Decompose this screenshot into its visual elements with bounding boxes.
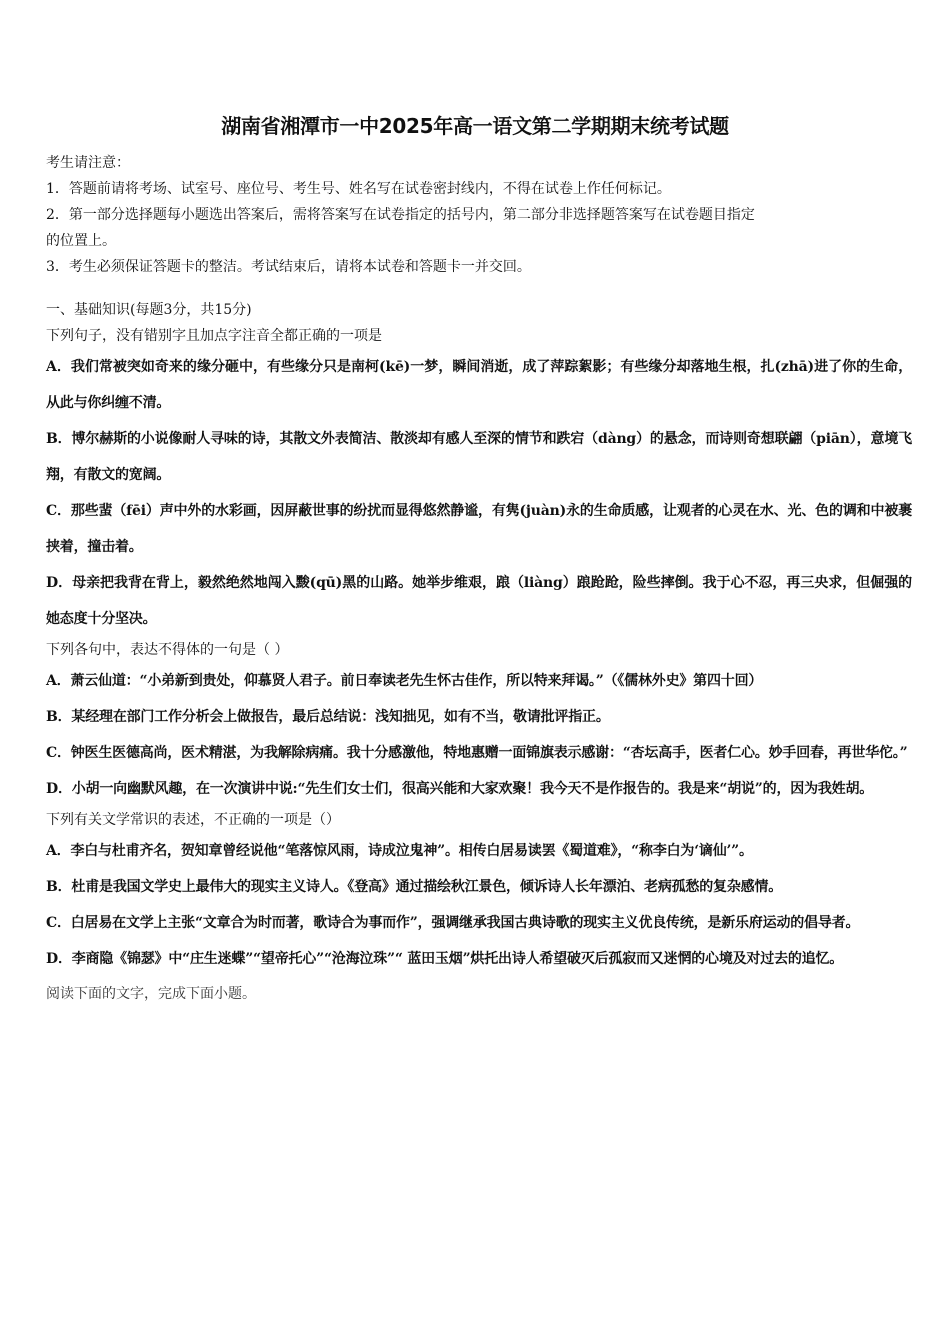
question-1-option-d: D．母亲把我背在背上，毅然绝然地闯入黢(qū)黑的山路。她举步维艰，踉（liàng）踉跄跄，险些摔倒。我于心不忍，再三央求，但倔强的她态度十分坚决。 bbox=[46, 575, 912, 627]
notice-block bbox=[46, 150, 916, 280]
question-3-option-d: D．李商隐《锦瑟》中“庄生迷蝶”“望帝托心”“沧海泣珠”“ 蓝田玉烟”烘托出诗人希望破灭后孤寂而又迷惘的心境及对过去的追忆。 bbox=[46, 951, 844, 967]
notice-item: 1．答题前请将考场、试室号、座位号、考生号、姓名写在试卷密封线内，不得在试卷上作任何标记。 bbox=[46, 181, 671, 197]
question-2-option-d: D．小胡一向幽默风趣，在一次演讲中说:“先生们女士们，很高兴能和大家欢聚！我今天不是作报告的。我是来“胡说”的，因为我姓胡。 bbox=[46, 781, 874, 797]
notice-item: 的位置上。 bbox=[46, 233, 116, 249]
question-1-option-c: C．那些蜚（fēi）声中外的水彩画，因屏蔽世事的纷扰而显得悠然静谧，有隽(juàn)永的生命质感，让观者的心灵在水、光、色的调和中被裹挟着，撞击着。 bbox=[46, 503, 912, 555]
question-3-option-a: A．李白与杜甫齐名，贺知章曾经说他“笔落惊风雨，诗成泣鬼神”。相传白居易读罢《蜀道难》，“称李白为‘谪仙’”。 bbox=[46, 843, 753, 859]
question-2-stem: 下列各句中，表达不得体的一句是（ ） bbox=[46, 642, 289, 658]
question-1-option-b: B．博尔赫斯的小说像耐人寻味的诗，其散文外表简洁、散淡却有感人至深的情节和跌宕（dàng）的悬念，而诗则奇想联翩（piān），意境飞翔，有散文的宽阔。 bbox=[46, 431, 912, 483]
section-heading: 一、基础知识(每题3分，共15分) bbox=[46, 302, 252, 318]
question-1-stem: 下列句子，没有错别字且加点字注音全都正确的一项是 bbox=[46, 328, 382, 344]
question-3-option-c: C．白居易在文学上主张“文章合为时而著，歌诗合为事而作”，强调继承我国古典诗歌的现实主义优良传统，是新乐府运动的倡导者。 bbox=[46, 915, 860, 931]
question-2-option-a: A．萧云仙道：“小弟新到贵处，仰慕贤人君子。前日奉读老先生怀古佳作，所以特来拜谒。”（《儒林外史》第四十回） bbox=[46, 673, 763, 689]
question-content bbox=[46, 297, 912, 1007]
question-3-option-b: B．杜甫是我国文学史上最伟大的现实主义诗人。《登高》通过描绘秋江景色，倾诉诗人长年漂泊、老病孤愁的复杂感情。 bbox=[46, 879, 783, 895]
page-title: 湖南省湘潭市一中2025年高一语文第二学期期末统考试题 bbox=[221, 114, 729, 138]
question-2-option-b: B．某经理在部门工作分析会上做报告，最后总结说：浅知拙见，如有不当，敬请批评指正。 bbox=[46, 709, 610, 725]
notice-item: 2．第一部分选择题每小题选出答案后，需将答案写在试卷指定的括号内，第二部分非选择题答案写在试卷题目指定 bbox=[46, 207, 755, 223]
notice-item: 3．考生必须保证答题卡的整洁。考试结束后，请将本试卷和答题卡一并交回。 bbox=[46, 259, 531, 275]
question-3-stem: 下列有关文学常识的表述，不正确的一项是（） bbox=[46, 812, 340, 828]
notice-heading: 考生请注意： bbox=[46, 155, 130, 171]
question-1-option-a: A．我们常被突如奇来的缘分砸中，有些缘分只是南柯(kē)一梦，瞬间消逝，成了萍踪絮影；有些缘分却落地生根，扎(zhā)进了你的生命，从此与你纠缠不清。 bbox=[46, 359, 912, 411]
question-2-option-c: C．钟医生医德高尚，医术精湛，为我解除病痛。我十分感激他，特地惠赠一面锦旗表示感谢：“杏坛高手，医者仁心。妙手回春，再世华佗。” bbox=[46, 745, 908, 761]
reading-prompt: 阅读下面的文字，完成下面小题。 bbox=[46, 986, 256, 1002]
